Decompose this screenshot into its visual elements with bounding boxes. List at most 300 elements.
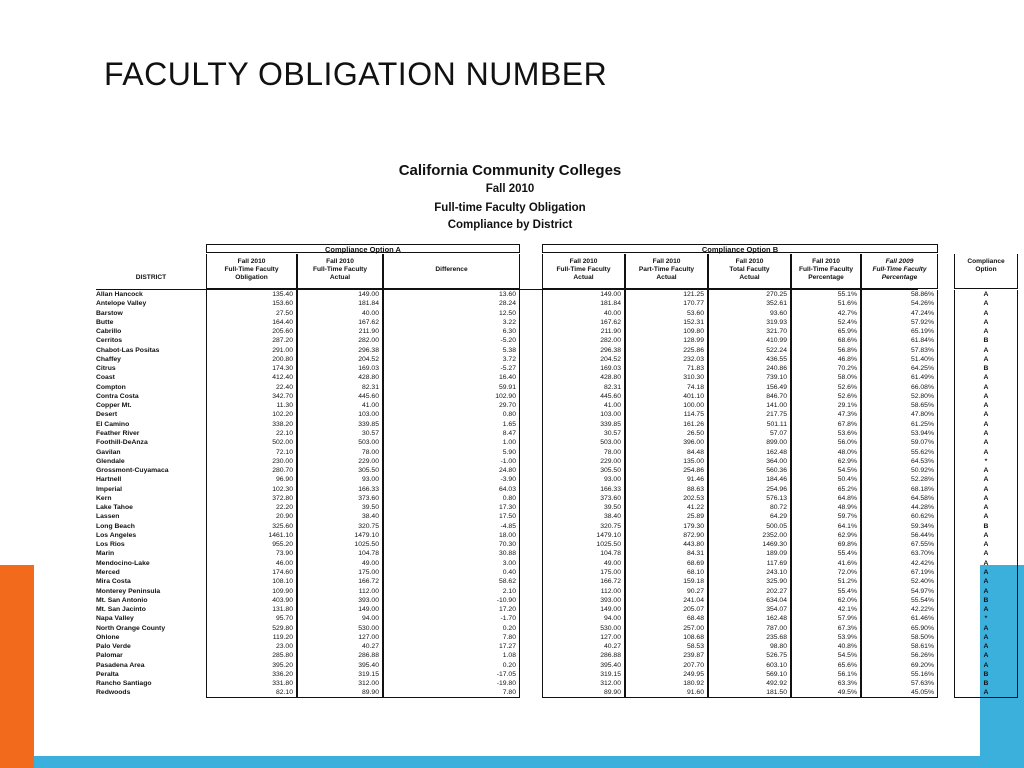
- cell-opt: A: [954, 448, 1018, 457]
- cell-a2: 503.00: [297, 438, 383, 447]
- column-group-row: [96, 244, 918, 254]
- document-subtitle-term: Fall 2010: [485, 183, 535, 195]
- cell-a1: 403.90: [206, 596, 297, 605]
- cell-b1: 104.78: [542, 549, 625, 558]
- cell-opt: A: [954, 624, 1018, 633]
- cell-b3: 162.48: [708, 614, 791, 623]
- cell-a2: 373.60: [297, 494, 383, 503]
- cell-b5: 54.97%: [861, 587, 938, 596]
- cell-b5: 65.90%: [861, 624, 938, 633]
- cell-b1: 393.00: [542, 596, 625, 605]
- cell-b3: 2352.00: [708, 531, 791, 540]
- district-name: Long Beach: [96, 522, 135, 530]
- cell-opt: A: [954, 475, 1018, 484]
- cell-b2: 443.80: [625, 540, 708, 549]
- cell-opt: A: [954, 577, 1018, 586]
- cell-b4: 55.1%: [791, 290, 861, 299]
- cell-a2: 175.00: [297, 568, 383, 577]
- cell-a2: 103.00: [297, 410, 383, 419]
- cell-b1: 1025.50: [542, 540, 625, 549]
- cell-b3: 162.48: [708, 448, 791, 457]
- cell-b3: 117.69: [708, 559, 791, 568]
- cell-a2: 78.00: [297, 448, 383, 457]
- cell-b5: 68.18%: [861, 485, 938, 494]
- cell-a2: 312.00: [297, 679, 383, 688]
- cell-b5: 58.61%: [861, 642, 938, 651]
- cell-a1: 22.10: [206, 429, 297, 438]
- cell-b4: 54.5%: [791, 466, 861, 475]
- cell-b1: 204.52: [542, 355, 625, 364]
- cell-b5: 52.80%: [861, 392, 938, 401]
- district-name: Chabot-Las Positas: [96, 346, 160, 354]
- cell-b3: 240.86: [708, 364, 791, 373]
- cell-a1: 22.40: [206, 383, 297, 392]
- cell-b5: 53.94%: [861, 429, 938, 438]
- table-row: [96, 318, 989, 327]
- cell-b2: 88.63: [625, 485, 708, 494]
- district-name: Merced: [96, 568, 120, 576]
- cell-a1: 287.20: [206, 336, 297, 345]
- cell-a2: 40.27: [297, 642, 383, 651]
- cell-b5: 50.92%: [861, 466, 938, 475]
- district-name: Chaffey: [96, 355, 121, 363]
- table-row: [96, 494, 989, 503]
- cell-a3: 3.22: [383, 318, 520, 327]
- district-name: Grossmont-Cuyamaca: [96, 467, 169, 475]
- cell-b3: 93.60: [708, 309, 791, 318]
- table-row: [96, 522, 989, 531]
- cell-a1: 291.00: [206, 346, 297, 355]
- cell-b1: 94.00: [542, 614, 625, 623]
- cell-b4: 42.7%: [791, 309, 861, 318]
- cell-b1: 319.15: [542, 670, 625, 679]
- cell-b3: 364.00: [708, 457, 791, 466]
- cell-a3: 59.91: [383, 383, 520, 392]
- cell-a3: 6.30: [383, 327, 520, 336]
- cell-b5: 44.28%: [861, 503, 938, 512]
- cell-b1: 229.00: [542, 457, 625, 466]
- cell-b5: 55.16%: [861, 670, 938, 679]
- cell-opt: A: [954, 605, 1018, 614]
- table-row: [96, 651, 989, 660]
- cell-a2: 82.31: [297, 383, 383, 392]
- cell-b3: 319.93: [708, 318, 791, 327]
- header-b2: Fall 2010 Part-Time Faculty Actual: [625, 254, 708, 289]
- cell-b5: 65.19%: [861, 327, 938, 336]
- cell-a2: 149.00: [297, 290, 383, 299]
- cell-b1: 38.40: [542, 512, 625, 521]
- district-name: Contra Costa: [96, 392, 139, 400]
- cell-b3: 270.25: [708, 290, 791, 299]
- cell-b2: 249.95: [625, 670, 708, 679]
- cell-opt: A: [954, 688, 1018, 697]
- district-name: Mira Costa: [96, 578, 131, 586]
- cell-b1: 312.00: [542, 679, 625, 688]
- cell-a1: 102.30: [206, 485, 297, 494]
- cell-b4: 52.4%: [791, 318, 861, 327]
- cell-b4: 42.1%: [791, 605, 861, 614]
- cell-b4: 64.1%: [791, 522, 861, 531]
- cell-b1: 82.31: [542, 383, 625, 392]
- cell-a1: 96.90: [206, 475, 297, 484]
- cell-b4: 65.9%: [791, 327, 861, 336]
- cell-opt: A: [954, 401, 1018, 410]
- header-district: DISTRICT: [135, 274, 167, 281]
- cell-opt: A: [954, 309, 1018, 318]
- table-row: [96, 540, 989, 549]
- district-name: Desert: [96, 411, 118, 419]
- cell-b1: 78.00: [542, 448, 625, 457]
- cell-a2: 167.62: [297, 318, 383, 327]
- table-row: [96, 633, 989, 642]
- cell-b2: 232.03: [625, 355, 708, 364]
- table-row: [96, 670, 989, 679]
- cell-opt: A: [954, 346, 1018, 355]
- cell-b2: 152.31: [625, 318, 708, 327]
- bottom-accent-bar: [0, 756, 1024, 768]
- district-name: Kern: [96, 494, 112, 502]
- cell-b4: 52.6%: [791, 383, 861, 392]
- cell-b2: 872.90: [625, 531, 708, 540]
- cell-b5: 59.34%: [861, 522, 938, 531]
- cell-a1: 11.30: [206, 401, 297, 410]
- cell-a3: 3.72: [383, 355, 520, 364]
- cell-a3: -5.20: [383, 336, 520, 345]
- cell-a3: -1.70: [383, 614, 520, 623]
- cell-b5: 47.80%: [861, 410, 938, 419]
- cell-b2: 257.00: [625, 624, 708, 633]
- header-a1: Fall 2010 Full-Time Faculty Obligation: [206, 254, 297, 289]
- table-row: [96, 531, 989, 540]
- cell-b1: 40.00: [542, 309, 625, 318]
- cell-b1: 296.38: [542, 346, 625, 355]
- cell-opt: A: [954, 290, 1018, 299]
- cell-b4: 50.4%: [791, 475, 861, 484]
- district-name: Cerritos: [96, 337, 123, 345]
- cell-b3: 217.75: [708, 410, 791, 419]
- cell-opt: A: [954, 494, 1018, 503]
- cell-b3: 98.80: [708, 642, 791, 651]
- cell-a2: 320.75: [297, 522, 383, 531]
- cell-b4: 51.2%: [791, 577, 861, 586]
- cell-opt: A: [954, 429, 1018, 438]
- cell-opt: B: [954, 522, 1018, 531]
- cell-b2: 68.10: [625, 568, 708, 577]
- cell-a1: 412.40: [206, 373, 297, 382]
- cell-a3: 0.20: [383, 661, 520, 670]
- cell-a3: -5.27: [383, 364, 520, 373]
- header-b4: Fall 2010 Full-Time Faculty Percentage: [791, 254, 861, 289]
- cell-b5: 67.55%: [861, 540, 938, 549]
- cell-b3: 189.09: [708, 549, 791, 558]
- document-title: California Community Colleges: [398, 162, 622, 179]
- district-name: Allan Hancock: [96, 291, 143, 298]
- cell-opt: A: [954, 503, 1018, 512]
- district-name: North Orange County: [96, 624, 166, 632]
- cell-b5: 55.54%: [861, 596, 938, 605]
- compliance-table: [96, 244, 1005, 698]
- cell-b2: 241.04: [625, 596, 708, 605]
- cell-b4: 54.5%: [791, 651, 861, 660]
- district-name: Lassen: [96, 513, 120, 521]
- cell-b4: 48.0%: [791, 448, 861, 457]
- cell-b1: 445.60: [542, 392, 625, 401]
- cell-a2: 94.00: [297, 614, 383, 623]
- cell-a2: 38.40: [297, 512, 383, 521]
- cell-b1: 93.00: [542, 475, 625, 484]
- cell-a1: 102.20: [206, 410, 297, 419]
- cell-b4: 65.6%: [791, 661, 861, 670]
- table-row: [96, 661, 989, 670]
- table-row: [96, 457, 988, 466]
- cell-b1: 395.40: [542, 661, 625, 670]
- cell-b2: 26.50: [625, 429, 708, 438]
- cell-b4: 29.1%: [791, 401, 861, 410]
- cell-b3: 522.24: [708, 346, 791, 355]
- cell-a1: 27.50: [206, 309, 297, 318]
- cell-a2: 339.85: [297, 420, 383, 429]
- cell-b1: 175.00: [542, 568, 625, 577]
- cell-a3: 17.27: [383, 642, 520, 651]
- cell-a2: 428.80: [297, 373, 383, 382]
- cell-b3: 64.29: [708, 512, 791, 521]
- cell-a2: 49.00: [297, 559, 383, 568]
- district-name: Monterey Peninsula: [96, 587, 161, 595]
- district-name: Hartnell: [96, 476, 122, 484]
- cell-a3: 2.10: [383, 587, 520, 596]
- cell-b5: 58.50%: [861, 633, 938, 642]
- table-row: [96, 485, 989, 494]
- cell-b3: 1469.30: [708, 540, 791, 549]
- cell-b5: 56.44%: [861, 531, 938, 540]
- cell-opt: A: [954, 355, 1018, 364]
- cell-a2: 112.00: [297, 587, 383, 596]
- district-name: El Camino: [96, 420, 130, 428]
- cell-a1: 280.70: [206, 466, 297, 475]
- cell-b2: 25.89: [625, 512, 708, 521]
- cell-opt: A: [954, 318, 1018, 327]
- district-name: Cabrillo: [96, 328, 122, 336]
- cell-b2: 90.27: [625, 587, 708, 596]
- cell-opt: A: [954, 299, 1018, 308]
- table-row: [96, 503, 989, 512]
- cell-b4: 68.6%: [791, 336, 861, 345]
- cell-a3: 24.80: [383, 466, 520, 475]
- cell-b2: 128.99: [625, 336, 708, 345]
- header-b1: Fall 2010 Full-Time Faculty Actual: [542, 254, 625, 289]
- cell-a3: 30.88: [383, 549, 520, 558]
- table-row: [96, 568, 989, 577]
- cell-a3: 17.50: [383, 512, 520, 521]
- cell-b5: 59.07%: [861, 438, 938, 447]
- district-name: Mendocino-Lake: [96, 559, 150, 567]
- cell-a1: 174.30: [206, 364, 297, 373]
- cell-a1: 23.00: [206, 642, 297, 651]
- district-name: Napa Valley: [96, 615, 134, 623]
- cell-b2: 41.22: [625, 503, 708, 512]
- group-option-b: Compliance Option B: [542, 244, 938, 253]
- cell-b5: 61.84%: [861, 336, 938, 345]
- district-name: Peralta: [96, 670, 119, 678]
- cell-b3: 321.70: [708, 327, 791, 336]
- cell-b4: 56.0%: [791, 438, 861, 447]
- cell-b2: 53.60: [625, 309, 708, 318]
- cell-b1: 503.00: [542, 438, 625, 447]
- cell-b3: 354.07: [708, 605, 791, 614]
- cell-b3: 634.04: [708, 596, 791, 605]
- cell-a3: 64.03: [383, 485, 520, 494]
- cell-b2: 71.83: [625, 364, 708, 373]
- group-option-a: Compliance Option A: [206, 244, 520, 253]
- cell-a2: 40.00: [297, 309, 383, 318]
- district-name: Imperial: [96, 485, 123, 493]
- cell-a2: 530.00: [297, 624, 383, 633]
- cell-b2: 68.69: [625, 559, 708, 568]
- cell-a3: 1.65: [383, 420, 520, 429]
- cell-b3: 576.13: [708, 494, 791, 503]
- cell-b3: 352.61: [708, 299, 791, 308]
- cell-opt: *: [954, 457, 1018, 466]
- cell-a2: 229.00: [297, 457, 383, 466]
- cell-a1: 95.70: [206, 614, 297, 623]
- district-name: Rancho Santiago: [96, 680, 152, 688]
- table-row: [96, 587, 989, 596]
- cell-a1: 46.00: [206, 559, 297, 568]
- cell-b3: 603.10: [708, 661, 791, 670]
- table-row: [96, 596, 989, 605]
- cell-a2: 319.15: [297, 670, 383, 679]
- header-a2: Fall 2010 Full-Time Faculty Actual: [297, 254, 383, 289]
- cell-a2: 395.40: [297, 661, 383, 670]
- cell-b3: 202.27: [708, 587, 791, 596]
- cell-a2: 166.72: [297, 577, 383, 586]
- cell-b5: 42.22%: [861, 605, 938, 614]
- cell-b2: 159.18: [625, 577, 708, 586]
- cell-b1: 1479.10: [542, 531, 625, 540]
- cell-b2: 207.70: [625, 661, 708, 670]
- cell-a3: 13.60: [383, 290, 520, 299]
- cell-a3: 1.00: [383, 438, 520, 447]
- cell-a2: 282.00: [297, 336, 383, 345]
- cell-b1: 112.00: [542, 587, 625, 596]
- table-row: [96, 577, 989, 586]
- cell-b4: 40.8%: [791, 642, 861, 651]
- cell-b4: 62.0%: [791, 596, 861, 605]
- cell-b2: 108.68: [625, 633, 708, 642]
- cell-b2: 114.75: [625, 410, 708, 419]
- cell-a1: 72.10: [206, 448, 297, 457]
- cell-b4: 48.9%: [791, 503, 861, 512]
- cell-b3: 846.70: [708, 392, 791, 401]
- district-name: Feather River: [96, 429, 140, 437]
- cell-b2: 58.53: [625, 642, 708, 651]
- cell-a1: 331.80: [206, 679, 297, 688]
- cell-b1: 167.62: [542, 318, 625, 327]
- cell-a3: 12.50: [383, 309, 520, 318]
- cell-b3: 500.05: [708, 522, 791, 531]
- cell-a2: 296.38: [297, 346, 383, 355]
- cell-b4: 57.9%: [791, 614, 861, 623]
- cell-opt: A: [954, 633, 1018, 642]
- cell-opt: A: [954, 392, 1018, 401]
- header-b3: Fall 2010 Total Faculty Actual: [708, 254, 791, 289]
- cell-b3: 325.90: [708, 577, 791, 586]
- cell-a3: 7.80: [383, 688, 520, 697]
- cell-a3: -3.90: [383, 475, 520, 484]
- cell-opt: A: [954, 549, 1018, 558]
- cell-a2: 104.78: [297, 549, 383, 558]
- cell-opt: A: [954, 651, 1018, 660]
- cell-b4: 58.0%: [791, 373, 861, 382]
- cell-a1: 955.20: [206, 540, 297, 549]
- cell-b1: 149.00: [542, 605, 625, 614]
- table-row: [96, 401, 989, 410]
- table-row: [96, 559, 989, 568]
- cell-a1: 131.80: [206, 605, 297, 614]
- district-name: Palomar: [96, 652, 123, 660]
- cell-b2: 180.92: [625, 679, 708, 688]
- cell-b1: 181.84: [542, 299, 625, 308]
- cell-a1: 529.80: [206, 624, 297, 633]
- table-row: [96, 420, 989, 429]
- district-name: Lake Tahoe: [96, 504, 133, 512]
- cell-opt: A: [954, 383, 1018, 392]
- table-row: [96, 383, 989, 392]
- header-row: [96, 254, 1005, 289]
- cell-a1: 135.40: [206, 290, 297, 299]
- cell-b5: 51.40%: [861, 355, 938, 364]
- cell-b1: 41.00: [542, 401, 625, 410]
- cell-b3: 235.68: [708, 633, 791, 642]
- cell-a3: -17.05: [383, 670, 520, 679]
- cell-b4: 59.7%: [791, 512, 861, 521]
- cell-b3: 57.07: [708, 429, 791, 438]
- district-name: Gavilan: [96, 448, 121, 456]
- header-opt: Compliance Option: [954, 254, 1018, 289]
- cell-b2: 205.07: [625, 605, 708, 614]
- table-body: [96, 289, 989, 698]
- cell-opt: A: [954, 420, 1018, 429]
- cell-b5: 58.86%: [861, 290, 938, 299]
- cell-b1: 286.88: [542, 651, 625, 660]
- cell-a2: 149.00: [297, 605, 383, 614]
- cell-a1: 205.60: [206, 327, 297, 336]
- cell-opt: A: [954, 327, 1018, 336]
- cell-b5: 64.53%: [861, 457, 938, 466]
- table-row: [96, 336, 989, 345]
- cell-a3: 3.00: [383, 559, 520, 568]
- cell-b2: 135.00: [625, 457, 708, 466]
- cell-opt: A: [954, 642, 1018, 651]
- cell-b2: 202.53: [625, 494, 708, 503]
- cell-b3: 184.46: [708, 475, 791, 484]
- cell-a3: -4.85: [383, 522, 520, 531]
- cell-b5: 52.40%: [861, 577, 938, 586]
- table-row: [96, 448, 989, 457]
- cell-a2: 1479.10: [297, 531, 383, 540]
- cell-b4: 53.9%: [791, 633, 861, 642]
- cell-a1: 200.80: [206, 355, 297, 364]
- cell-b3: 410.99: [708, 336, 791, 345]
- cell-b2: 121.25: [625, 290, 708, 299]
- cell-a3: 17.20: [383, 605, 520, 614]
- cell-b3: 436.55: [708, 355, 791, 364]
- cell-b5: 64.58%: [861, 494, 938, 503]
- cell-opt: B: [954, 364, 1018, 373]
- cell-b1: 39.50: [542, 503, 625, 512]
- cell-a1: 82.10: [206, 688, 297, 697]
- cell-b5: 45.05%: [861, 688, 938, 697]
